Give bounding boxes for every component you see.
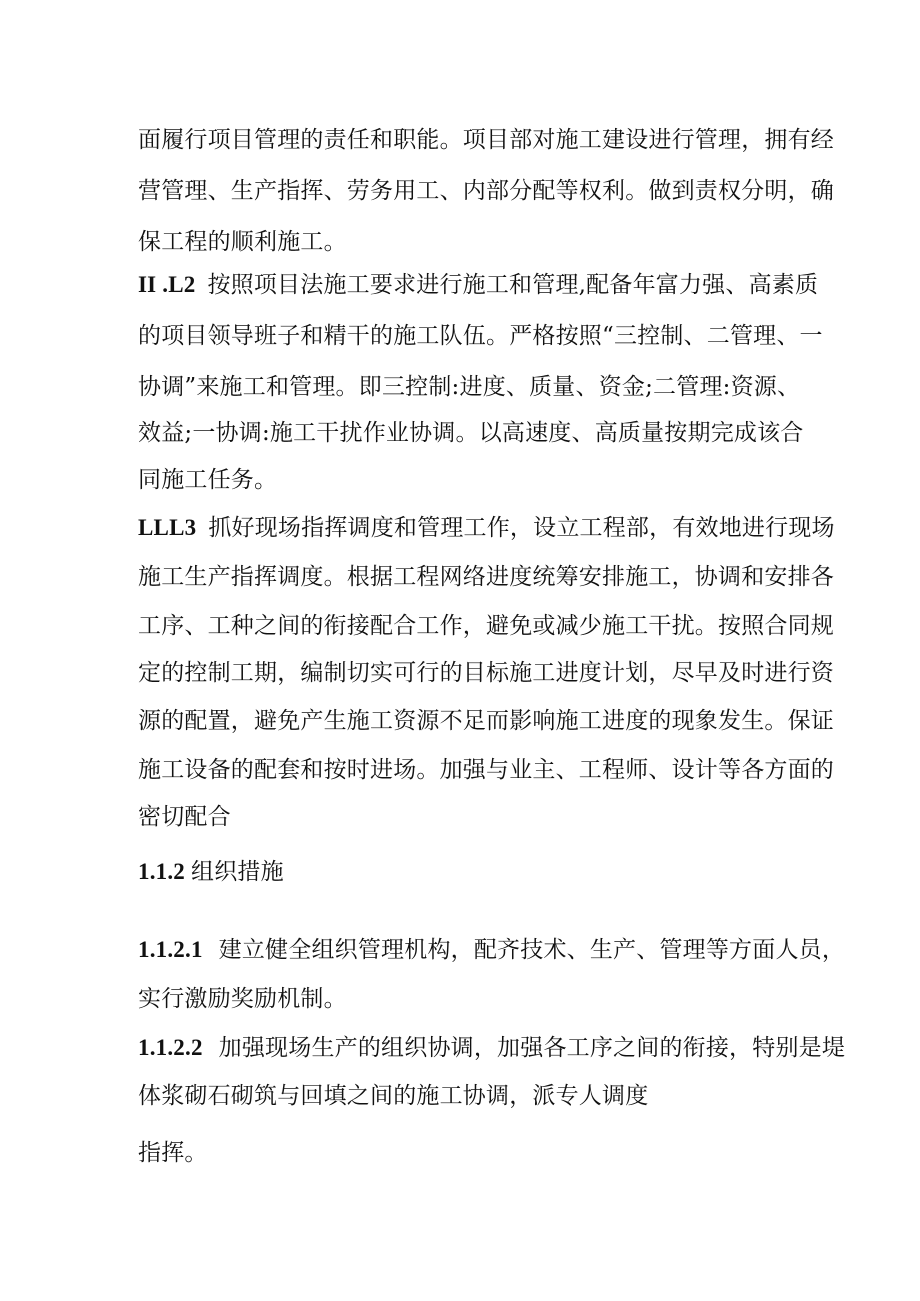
paragraph-line (138, 418, 804, 448)
paragraph-line (138, 611, 834, 641)
section-title: 组织措施 (191, 859, 284, 885)
section-heading (138, 857, 284, 887)
line-text: 协调”来施工和管理。即三控制:进度、质量、资金;二管理:资源、 (138, 374, 801, 400)
line-text: 同施工任务。 (138, 467, 278, 493)
paragraph-line (138, 270, 818, 300)
line-text: 体浆砌石砌筑与回填之间的施工协调，派专人调度 (138, 1083, 649, 1109)
line-text: 工序、工种之间的衔接配合工作，避免或减少施工干扰。按照合同规 (138, 613, 834, 639)
line-text: 指挥。 (138, 1140, 208, 1166)
paragraph-line (138, 935, 845, 965)
paragraph-line (138, 372, 800, 402)
paragraph-line (138, 1081, 648, 1111)
line-text: 施工设备的配套和按时进场。加强与业主、工程师、设计等各方面的 (138, 757, 834, 783)
section-number: 1.1.2.2 (138, 1035, 203, 1060)
paragraph-line (138, 227, 347, 257)
paragraph-line (138, 176, 834, 206)
line-text: 保工程的顺利施工。 (138, 229, 347, 255)
paragraph-line (138, 513, 835, 543)
line-text: 营管理、生产指挥、劳务用工、内部分配等权利。做到责权分明，确 (138, 178, 834, 204)
paragraph-line (138, 125, 834, 155)
line-text: 密切配合 (138, 804, 231, 830)
line-text: 加强现场生产的组织协调，加强各工序之间的衔接，特别是堤 (218, 1035, 846, 1061)
paragraph-line (138, 321, 823, 351)
section-number: LLL3 (138, 515, 197, 540)
line-text: 定的控制工期，编制切实可行的目标施工进度计划，尽早及时进行资 (138, 660, 834, 686)
paragraph-line (138, 658, 834, 688)
line-text: 源的配置，避免产生施工资源不足而影响施工进度的现象发生。保证 (138, 708, 834, 734)
paragraph-line (138, 755, 834, 785)
paragraph-line (138, 1138, 208, 1168)
line-text: 面履行项目管理的责任和职能。项目部对施工建设进行管理，拥有经 (138, 127, 834, 153)
line-text: 实行激励奖励机制。 (138, 986, 347, 1012)
paragraph-line (138, 562, 834, 592)
section-number: 1.1.2 (138, 859, 185, 884)
line-text: 的项目领导班子和精干的施工队伍。严格按照“三控制、二管理、一 (138, 323, 823, 349)
line-text: 效益;一协调:施工干扰作业协调。以高速度、高质量按期完成该合 (138, 420, 804, 446)
section-number: 1.1.2.1 (138, 937, 203, 962)
paragraph-line (138, 465, 277, 495)
paragraph-line (138, 984, 347, 1014)
line-text: 施工生产指挥调度。根据工程网络进度统筹安排施工，协调和安排各 (138, 564, 834, 590)
paragraph-line (138, 1033, 845, 1063)
section-number: II .L2 (138, 272, 196, 297)
paragraph-line (138, 706, 834, 736)
line-text: 建立健全组织管理机构，配齐技术、生产、管理等方面人员， (218, 937, 846, 963)
paragraph-line (138, 802, 231, 832)
line-text: 抓好现场指挥调度和管理工作，设立工程部，有效地进行现场 (208, 515, 835, 541)
line-text: 按照项目法施工要求进行施工和管理,配备年富力强、高素质 (207, 272, 819, 298)
